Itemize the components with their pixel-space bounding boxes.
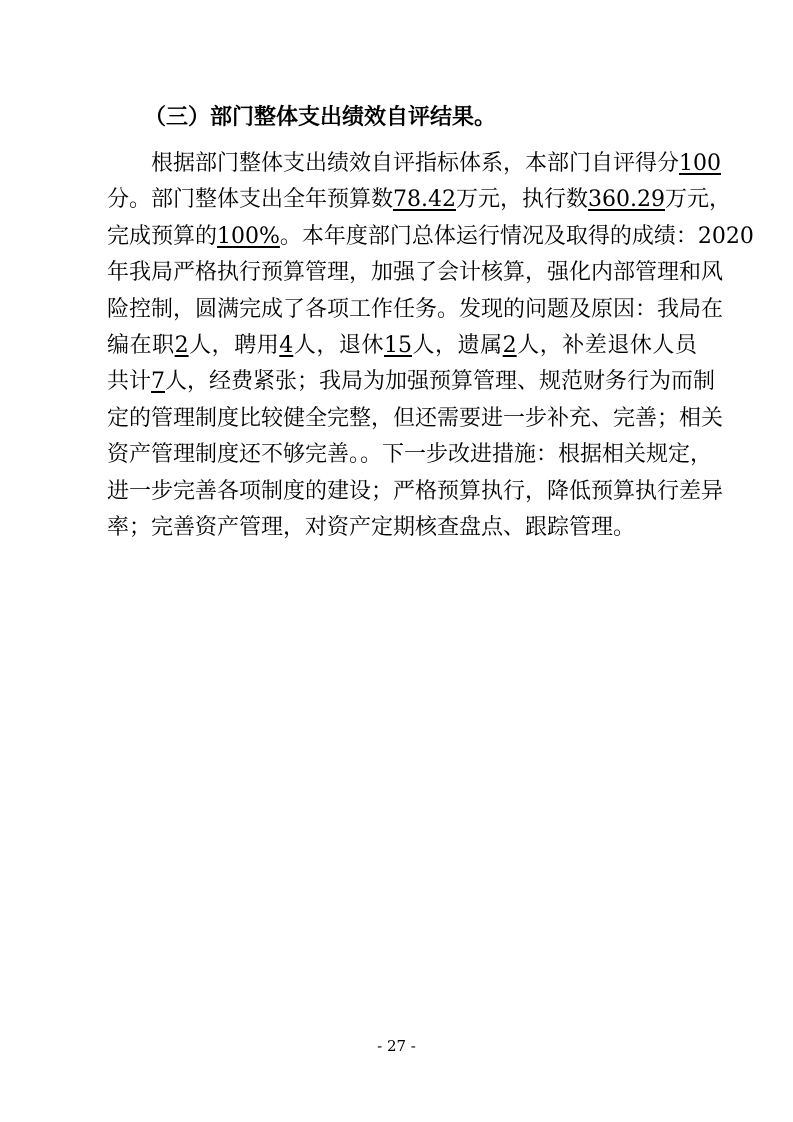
paragraph-line: 年我局严格执行预算管理，加强了会计核算，强化内部管理和风 <box>107 260 724 286</box>
section-heading: （三）部门整体支出绩效自评结果。 <box>144 105 497 130</box>
staff-count-retired: 15 <box>383 332 412 358</box>
text-segment: 人，聘用 <box>188 332 280 358</box>
paragraph-line <box>107 328 697 364</box>
text-segment: 完成预算的 <box>107 223 218 249</box>
staff-count-total: 7 <box>151 369 166 395</box>
paragraph-line: 资产管理制度还不够完善。。下一步改进措施：根据相关规定， <box>107 442 713 468</box>
executed-amount: 360.29 <box>588 187 665 213</box>
text-segment: 。本年度部门总体运行情况及取得的成绩：2020 <box>279 223 754 249</box>
text-segment: 万元， <box>665 187 732 213</box>
paragraph-line <box>107 364 716 400</box>
paragraph-line: 率；完善资产管理，对资产定期核查盘点、跟踪管理。 <box>107 514 636 540</box>
text-segment: 人，补差退休人员 <box>516 332 697 358</box>
staff-count-in-post: 2 <box>174 332 189 358</box>
paragraph-line: 险控制，圆满完成了各项工作任务。发现的问题及原因：我局在 <box>107 296 724 322</box>
text-segment: 人，退休 <box>293 332 384 358</box>
paragraph-line <box>107 219 754 255</box>
budget-completion-rate: 100% <box>217 223 280 249</box>
text-segment: 万元，执行数 <box>456 187 589 213</box>
text-segment: 共计 <box>107 369 152 395</box>
paragraph-line: 定的管理制度比较健全完整，但还需要进一步补充、完善；相关 <box>107 405 724 431</box>
text-segment: 编在职 <box>107 332 175 358</box>
annual-budget-amount: 78.42 <box>393 187 456 213</box>
paragraph-line: 进一步完善各项制度的建设；严格预算执行，降低预算执行差异 <box>107 478 724 504</box>
paragraph-line <box>107 182 732 218</box>
paragraph-line <box>107 146 722 182</box>
staff-count-hired: 4 <box>279 332 294 358</box>
text-segment: 人，经费紧张；我局为加强预算管理、规范财务行为而制 <box>165 369 716 395</box>
staff-count-dependents: 2 <box>502 332 517 358</box>
self-evaluation-score: 100 <box>679 151 722 176</box>
text-segment: 人，遗属 <box>411 332 503 358</box>
text-segment: 根据部门整体支出绩效自评指标体系，本部门自评得分 <box>151 151 680 176</box>
page-number: - 27 - <box>377 1037 416 1055</box>
self-evaluation-paragraph <box>107 146 754 546</box>
text-segment: 分。部门整体支出全年预算数 <box>107 187 394 213</box>
